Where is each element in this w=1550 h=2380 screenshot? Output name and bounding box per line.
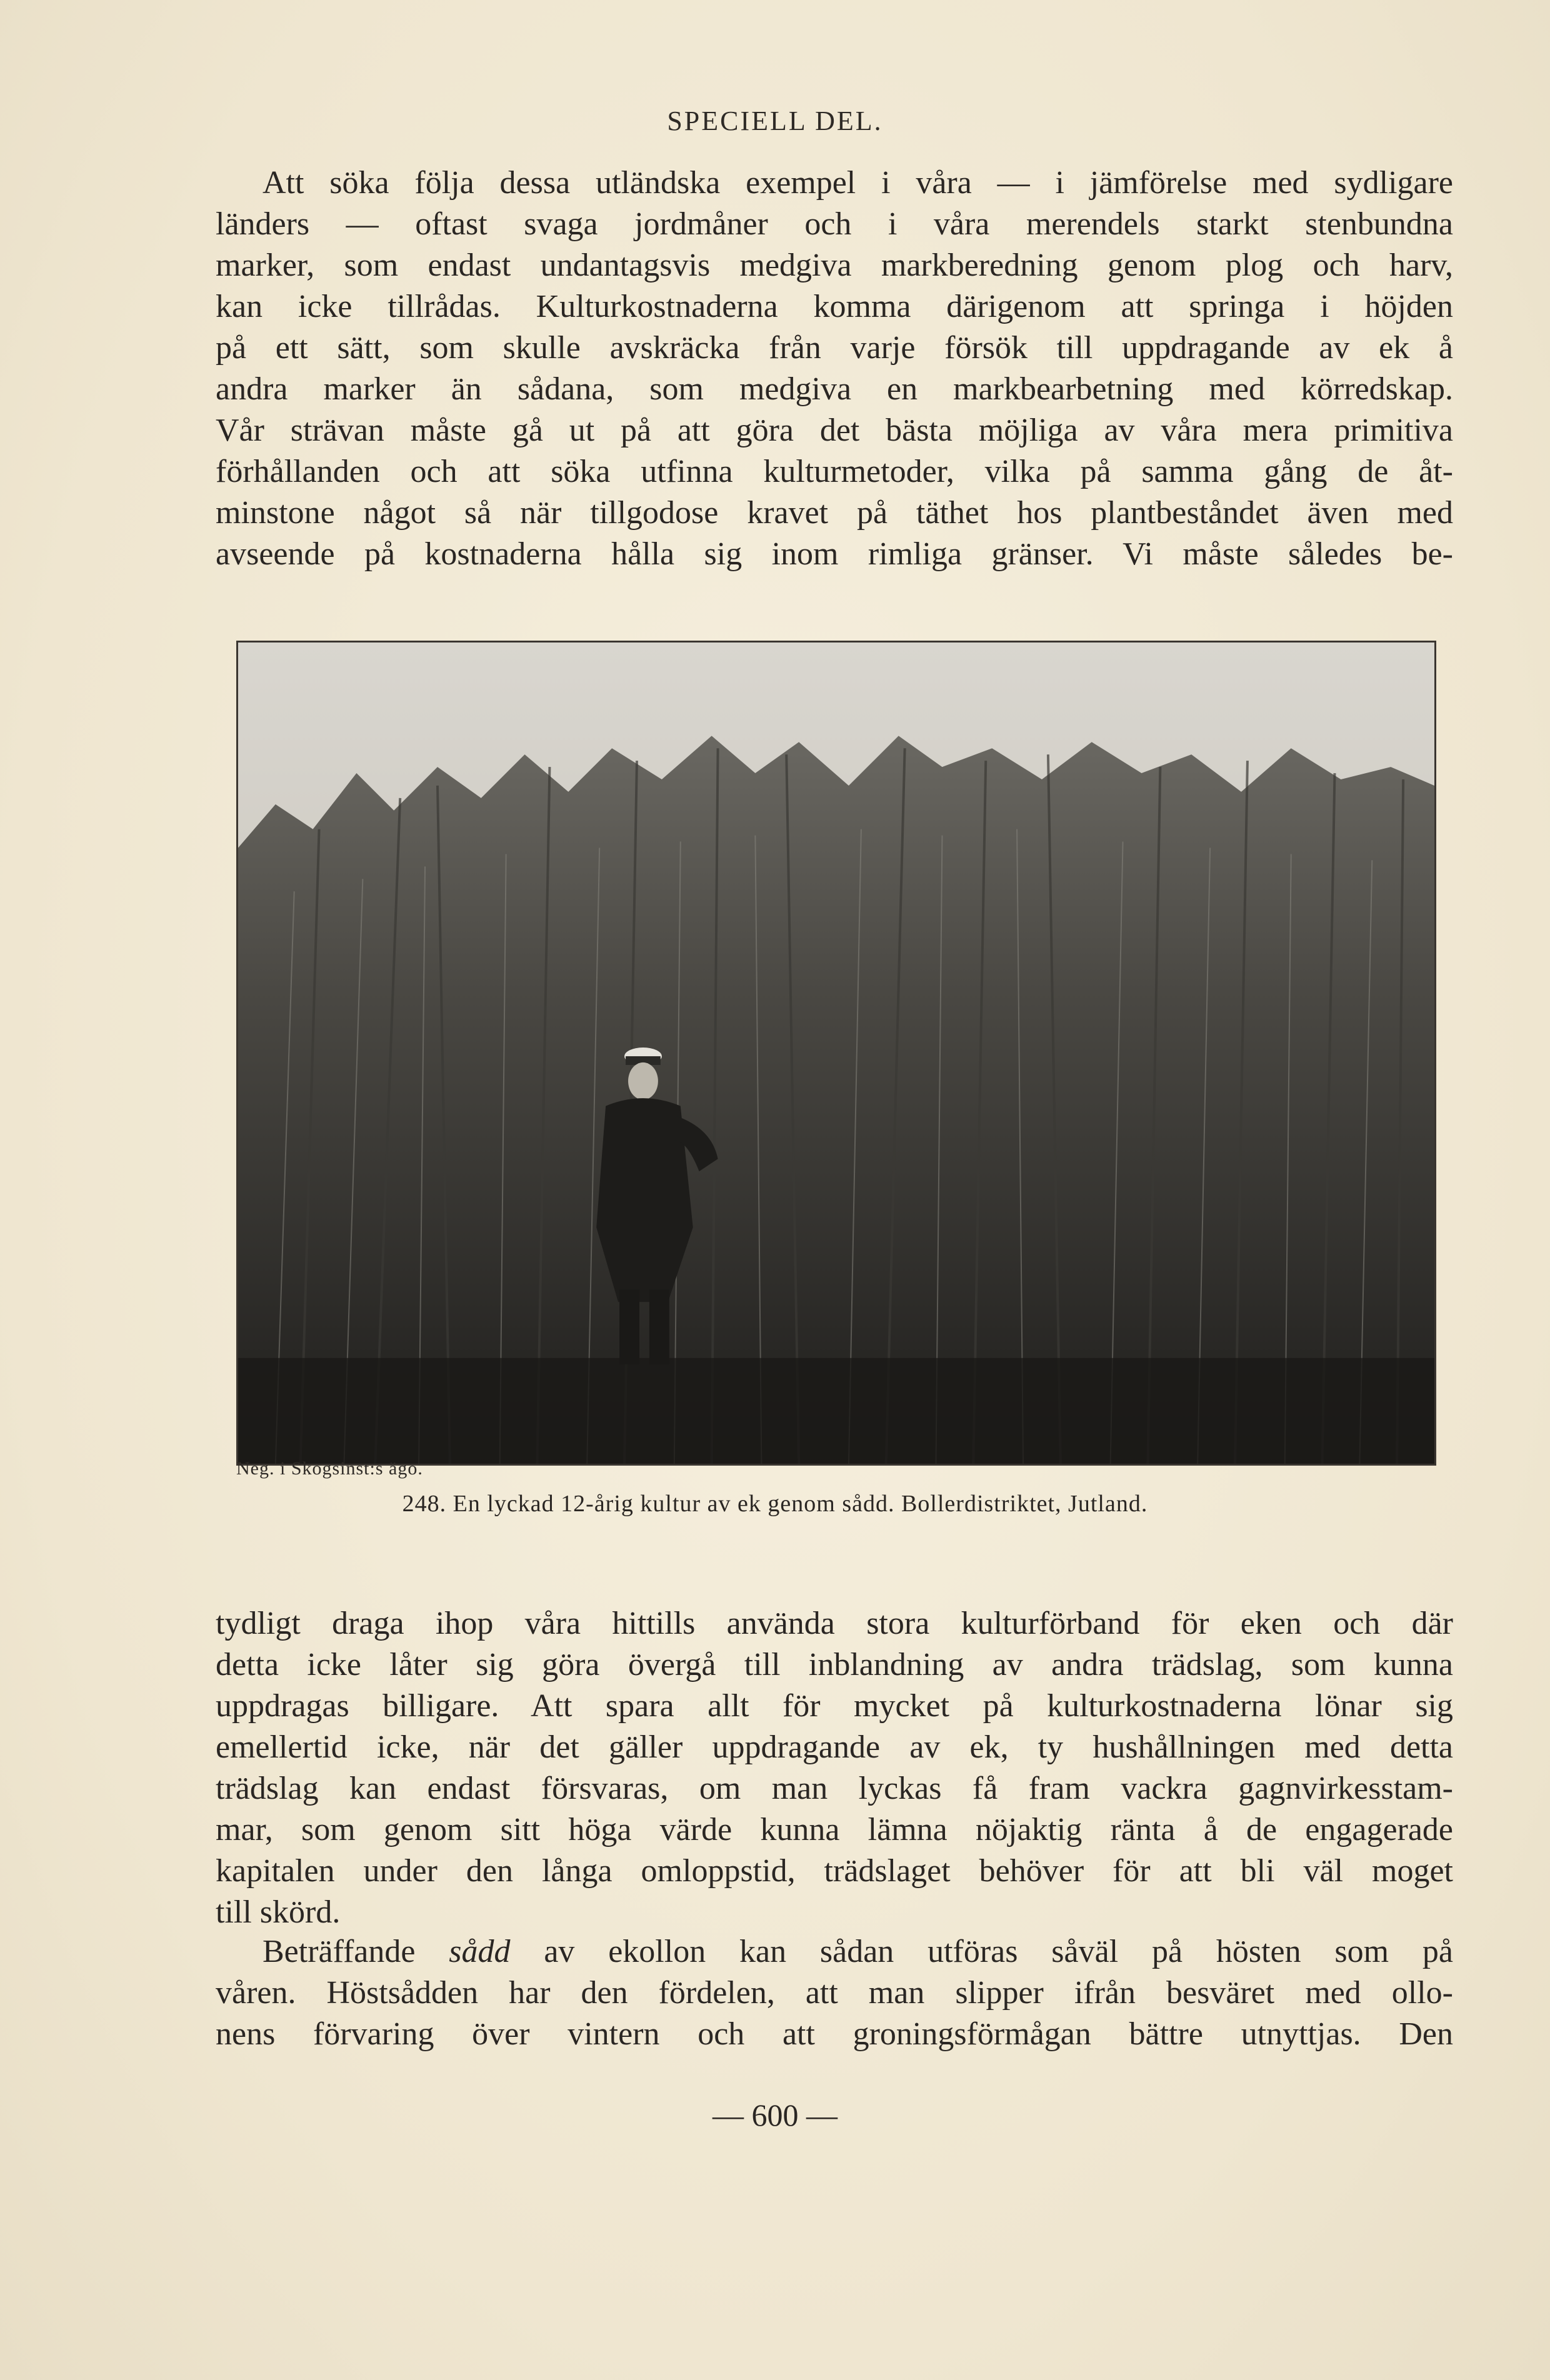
- paragraph-3: [216, 1931, 1453, 2055]
- photo-credit: Neg. i Skogsinst:s ägo.: [236, 1458, 423, 1479]
- text-line: mar, som genom sitt höga värde kunna lämna nöjaktig ränta å de engagerade: [216, 1812, 1453, 1848]
- emphasis-sadd: sådd: [449, 1934, 511, 1969]
- text-line: förhållanden och att söka utfinna kulturmetoder, vilka på samma gång de åt-: [216, 454, 1453, 489]
- figure-caption: 248. En lyckad 12-årig kultur av ek genom sådd. Bollerdistriktet, Jutland.: [402, 1491, 1148, 1517]
- text-line: våren. Höstsådden har den fördelen, att man slipper ifrån besväret med ollo-: [216, 1975, 1453, 2011]
- text-line: emellertid icke, när det gäller uppdragande av ek, ty hushållningen med detta: [216, 1729, 1453, 1765]
- text-line: avseende på kostnaderna hålla sig inom rimliga gränser. Vi måste således be-: [216, 536, 1453, 572]
- text-line: Att söka följa dessa utländska exempel i våra — i jämförelse med sydligare: [262, 165, 1453, 201]
- photograph: [236, 641, 1436, 1466]
- text-line: kapitalen under den långa omloppstid, trädslaget behöver för att bli väl moget: [216, 1853, 1453, 1889]
- text-line: tydligt draga ihop våra hittills använda stora kulturförband för eken och där: [216, 1606, 1453, 1641]
- text-line: marker, som endast undantagsvis medgiva markberedning genom plog och harv,: [216, 248, 1453, 283]
- text-line: kan icke tillrådas. Kulturkostnaderna komma därigenom att springa i höjden: [216, 289, 1453, 324]
- figure-photo: [236, 641, 1436, 1466]
- page-number: — 600 —: [712, 2098, 838, 2132]
- text-line: Vår strävan måste gå ut på att göra det bästa möjliga av våra mera primitiva: [216, 412, 1453, 448]
- text-line: andra marker än sådana, som medgiva en markbearbetning med körredskap.: [216, 371, 1453, 407]
- text-line: länders — oftast svaga jordmåner och i våra merendels starkt stenbundna: [216, 206, 1453, 242]
- text-line: detta icke låter sig göra övergå till inblandning av andra trädslag, som kunna: [216, 1647, 1453, 1682]
- running-head: SPECIELL DEL.: [667, 106, 883, 136]
- text-line: nens förvaring över vintern och att groningsförmågan bättre utnyttjas. Den: [216, 2016, 1453, 2052]
- paragraph-1: [216, 162, 1453, 575]
- paragraph-2: [216, 1603, 1453, 1933]
- text-line: trädslag kan endast försvaras, om man lyckas få fram vackra gagnvirkesstam-: [216, 1771, 1453, 1806]
- text-line: på ett sätt, som skulle avskräcka från varje försök till uppdragande av ek å: [216, 330, 1453, 366]
- photo-illustration: [238, 642, 1434, 1464]
- text-line: minstone något så när tillgodose kravet på täthet hos plantbeståndet även med: [216, 495, 1453, 531]
- text-line: Beträffande sådd av ekollon kan sådan utföras såväl på hösten som på: [262, 1934, 1453, 1969]
- text-line: till skörd.: [216, 1894, 341, 1930]
- text-line: uppdragas billigare. Att spara allt för mycket på kulturkostnaderna lönar sig: [216, 1688, 1453, 1724]
